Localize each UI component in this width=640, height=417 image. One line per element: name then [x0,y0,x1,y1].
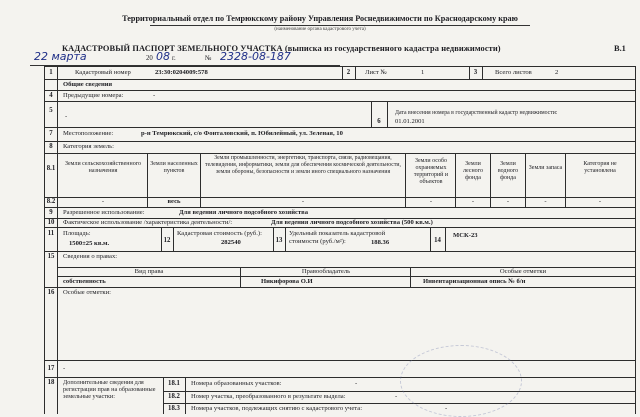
row-num-3: 3 [473,69,478,76]
val-agricultural: - [101,198,105,205]
val-forest: - [471,198,475,205]
row-num-13: 13 [275,237,283,244]
val-protected: - [429,198,433,205]
row-num-8: 8 [49,143,53,150]
year-prefix: 20 [146,55,153,62]
permitted-use-label: Разрешенное использование: [63,209,145,216]
row-5-value: - [65,113,68,120]
row-num-14: 14 [434,237,441,244]
removed-plots-label: Номера участков, подлежащих снятию с кадастрового учета: [191,405,363,412]
row-num-6: 6 [377,118,381,125]
specific-cost-label: Удельный показатель кадастровой стоимости (руб./м²): [289,230,386,245]
col-water: Земли водного фонда [497,161,519,181]
row-num-9: 9 [49,209,53,216]
right-type-value: собственность [63,278,106,285]
row-num-18: 18 [47,379,55,386]
row-num-8-1: 8.1 [46,165,56,172]
col-not-set: Категория не установлена [583,161,617,174]
col-rights-holder: Правообладатель [301,268,351,275]
special-marks-label: Особые отметки: [63,289,111,296]
permitted-use-value: Для ведения личного подсобного хозяйства [179,209,309,216]
actual-use-label: Фактическое использование /характеристика деятельности/: [63,219,233,226]
cadastral-cost-value: 282540 [221,239,241,246]
entry-date-value: 01.01.2001 [395,118,425,125]
row-num-10: 10 [47,219,55,226]
row-num-5: 5 [49,107,53,114]
special-notes-value: Инвентаризационная опись № б/н [423,278,526,285]
row-num-12: 12 [163,237,171,244]
row-num-16: 16 [47,289,55,296]
col-right-type: Вид права [134,268,164,275]
val-water: - [506,198,510,205]
number-sign: № [205,55,212,62]
col-forest: Земли лесного фонда [463,161,483,181]
sheet-number-value: 1 [421,69,425,76]
row-num-2: 2 [346,69,351,76]
passport-table [44,66,636,414]
handwritten-number: 2328-08-187 [220,50,291,63]
row-num-8-2: 8.2 [46,198,56,205]
removed-plots-value: - [445,405,448,412]
row-num-11: 11 [47,230,55,237]
row-num-1: 1 [49,69,53,76]
transformed-plot-value: - [395,393,398,400]
location-label: Местоположение: [63,130,114,137]
handwritten-date: 22 марта [34,50,87,63]
row-num-15: 15 [47,253,55,260]
cadastral-number-value: 23:30:0204009:578 [155,69,208,76]
entry-date-label: Дата внесения номера в государственный кадастр недвижимости: [395,110,558,116]
additional-info-label: Дополнительные сведения для регистрации прав на образованные земельные участки: [63,379,156,401]
col-industry: Земли промышленности, энергетики, транспорта, связи, радиовещания, телевидения, информатики, земли для обеспечения космической деятельности, земли обороны, безопасности и земли иного специального назначения [205,155,401,175]
row-num-7: 7 [49,130,53,137]
area-label: Площадь: [63,230,91,237]
cadastral-number-label: Кадастровый номер [75,69,131,76]
cadastral-cost-label: Кадастровая стоимость (руб.): [177,230,262,237]
previous-numbers-value: - [153,92,156,99]
form-code: В.1 [614,44,626,53]
col-special-notes: Особые отметки [499,268,547,275]
col-protected: Земли особо охраняемых территорий и объектов [413,158,449,185]
total-sheets-label: Всего листов [495,69,532,76]
val-industry: - [301,198,305,205]
transformed-plot-label: Номер участка, преобразованного в результате выдела: [191,393,346,400]
row-num-18-3: 18.3 [168,405,180,412]
row-num-18-2: 18.2 [168,393,180,400]
land-category-label: Категория земель: [63,143,114,150]
col-reserve: Земли запаса [528,165,563,171]
row-17-value: - [63,365,66,372]
row-num-18-1: 18.1 [168,380,180,387]
previous-numbers-label: Предыдущие номера: [63,92,124,99]
val-not-set: - [598,198,602,205]
col-settlements: Земли населенных пунктов [150,161,198,174]
handwritten-year: 08 [156,50,170,63]
sheet-number-label: Лист № [365,69,387,76]
specific-cost-value: 188.36 [371,239,390,246]
formed-plots-label: Номера образованных участков: [191,380,282,387]
organization-name: Территориальный отдел по Темрюкскому району Управления Роснедвижимости по Краснодарскому краю [122,14,518,23]
rights-holder-value: Никифорова О.И [261,278,313,285]
col-agricultural: Земли сельскохозяйственного назначения [64,161,142,174]
total-sheets-value: 2 [555,69,559,76]
general-info-heading: Общие сведения [63,81,113,88]
row-num-17: 17 [47,365,55,372]
val-settlements: весь [167,198,181,205]
location-value: р-н Темрюкский, с/о Фонталовский, п. Юбилейный, ул. Зеленая, 10 [141,130,343,137]
area-value: 1500±25 кв.м. [69,240,110,247]
val-reserve: - [544,198,547,205]
faded-stamp [400,345,522,417]
organization-subtitle: (наименование органа кадастрового учета) [274,27,366,32]
organization-underline [150,25,530,26]
actual-use-value: Для ведения личного подсобного хозяйства (500 кв.м.) [271,219,433,226]
year-suffix: г. [172,55,176,62]
formed-plots-value: - [355,380,358,387]
rights-label: Сведения о правах: [63,253,118,260]
row-num-4: 4 [49,92,53,99]
coordinate-system: МСК-23 [453,232,478,239]
document-title: КАДАСТРОВЫЙ ПАСПОРТ ЗЕМЕЛЬНОГО УЧАСТКА (выписка из государственного кадастра недвижимости) [62,44,501,53]
